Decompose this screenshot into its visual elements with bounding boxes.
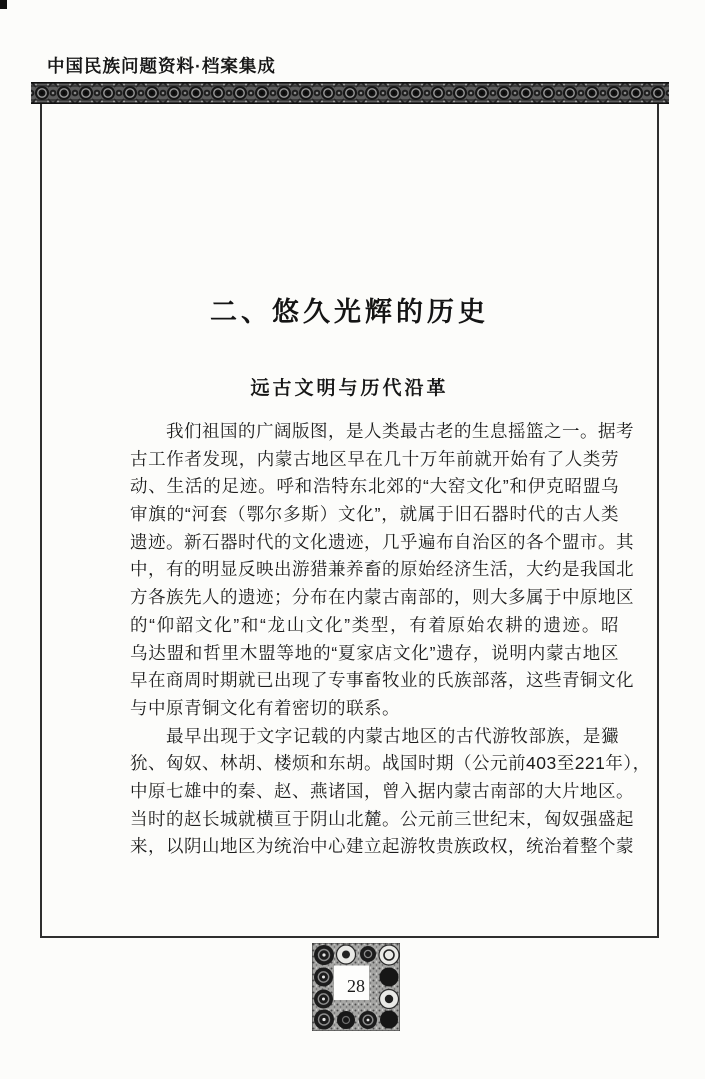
ornamental-lattice-band-icon <box>31 82 669 104</box>
page-content-frame <box>40 104 659 938</box>
text-line: 来，以阴山地区为统治中心建立起游牧贵族政权，统治着整个蒙 <box>130 836 634 857</box>
text-line: 最早出现于文字记载的内蒙古地区的古代游牧部族，是玁 <box>166 725 619 746</box>
text-line: 我们祖国的广阔版图，是人类最古老的生息摇篮之一。据考 <box>166 421 634 441</box>
text-line: 遗迹。新石器时代的文化遗迹，几乎遍布自治区的各个盟市。其 <box>130 531 634 552</box>
text-line: 狁、匈奴、林胡、楼烦和东胡。战国时期（公元前403至221年）， <box>130 753 651 774</box>
text-line: 中原七雄中的秦、赵、燕诸国，曾入据内蒙古南部的大片地区。 <box>130 780 634 801</box>
text-line: 中，有的明显反映出游猎兼养畜的原始经济生活，大约是我国北 <box>130 559 634 580</box>
body-text <box>130 418 651 861</box>
text-line: 当时的赵长城就横亘于阴山北麓。公元前三世纪末，匈奴强盛起 <box>130 808 634 829</box>
text-line: 古工作者发现，内蒙古地区早在几十万年前就开始有了人类劳 <box>130 448 619 469</box>
paragraph <box>130 418 634 723</box>
text-line: 的“仰韶文化”和“龙山文化”类型，有着原始农耕的遗迹。昭 <box>130 614 619 635</box>
page-number: 28 <box>347 976 365 996</box>
running-header: 中国民族问题资料·档案集成 <box>47 56 276 76</box>
text-line: 审旗的“河套（鄂尔多斯）文化”，就属于旧石器时代的古人类 <box>130 504 619 525</box>
text-line: 与中原青铜文化有着密切的联系。 <box>130 697 400 718</box>
section-subtitle: 远古文明与历代沿革 <box>250 378 449 399</box>
text-line: 方各族先人的遗迹；分布在内蒙古南部的，则大多属于中原地区 <box>130 587 634 608</box>
paragraph <box>130 723 651 861</box>
text-line: 动、生活的足迹。呼和浩特东北郊的“大窑文化”和伊克昭盟乌 <box>130 476 619 497</box>
scan-corner-mark <box>0 0 7 9</box>
text-line: 乌达盟和哲里木盟等地的“夏家店文化”遗存，说明内蒙古地区 <box>130 642 619 663</box>
chapter-title: 二、悠久光辉的历史 <box>210 297 489 327</box>
text-line: 早在商周时期就已出现了专事畜牧业的氏族部落，这些青铜文化 <box>130 670 634 691</box>
